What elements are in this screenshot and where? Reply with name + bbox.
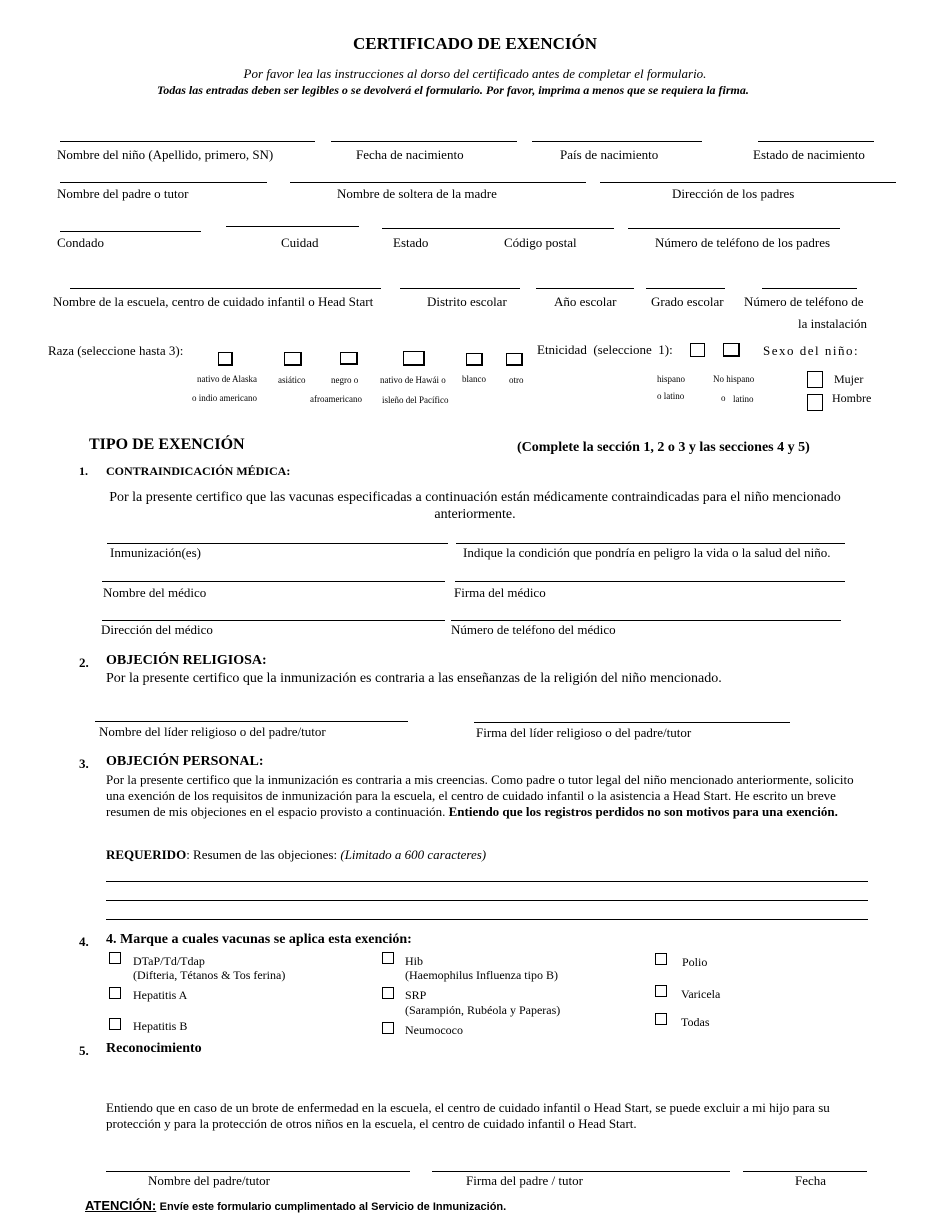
objection-line-1[interactable] — [106, 881, 868, 882]
instruction-line-2: Todas las entradas deben ser legibles o se devolverá el formulario. Por favor, imprima a menos que se requiera la firma. — [157, 83, 749, 97]
section2-title: OBJECIÓN RELIGIOSA: — [106, 653, 267, 668]
vaccine-checkbox-polio[interactable] — [655, 953, 667, 965]
race-hawaiian-label-2: isleño del Pacífico — [382, 395, 449, 405]
parent-name-label: Nombre del padre o tutor — [57, 186, 189, 201]
section3-text-body: Por la presente certifico que la inmunización es contraria a mis creencias. Como padre o tutor legal del niño mencionado anteriormente, solicito una exención de los requisitos de inmunización para la escuela, el centro de cuidado infantil o la asistencia a Head Start. He escrito un breve resumen de mis objeciones en el espacio provisto a continuación. — [106, 772, 854, 819]
parent-name-line[interactable] — [60, 182, 267, 183]
school-name-line[interactable] — [70, 288, 381, 289]
exemption-title: TIPO DE EXENCIÓN — [89, 436, 245, 453]
ethnicity-label: Etnicidad (seleccione 1): — [537, 342, 673, 357]
vaccine-checkbox-all[interactable] — [655, 1013, 667, 1025]
section1-text: Por la presente certifico que las vacunas especificadas a continuación están médicamente contraindicadas para el niño mencionado anteriormente. — [109, 490, 841, 522]
required-label: REQUERIDO — [106, 847, 187, 862]
attention-label: ATENCIÓN: — [85, 1198, 157, 1213]
mother-maiden-line[interactable] — [290, 182, 586, 183]
ethnicity-checkbox-hispanic[interactable] — [690, 343, 705, 357]
school-name-label: Nombre de la escuela, centro de cuidado infantil o Head Start — [53, 294, 374, 309]
birth-date-label: Fecha de nacimiento — [356, 147, 464, 162]
race-checkbox-white[interactable] — [466, 353, 483, 366]
date-line[interactable] — [743, 1171, 867, 1172]
hispanic-label-1: hispano — [657, 374, 685, 384]
leader-signature-line[interactable] — [474, 722, 790, 723]
facility-phone-label-1: Número de teléfono de — [744, 294, 864, 309]
school-year-label: Año escolar — [554, 294, 617, 309]
section2-text: Por la presente certifico que la inmunización es contraria a las enseñanzas de la religión del niño mencionado. — [106, 671, 722, 686]
sex-female-label: Mujer — [834, 372, 864, 386]
objection-line-3[interactable] — [106, 919, 868, 920]
facility-phone-line[interactable] — [762, 288, 857, 289]
required-summary — [106, 847, 486, 863]
race-checkbox-asian[interactable] — [284, 352, 302, 366]
race-label: Raza (seleccione hasta 3): — [48, 343, 184, 358]
section5-number: 5. — [79, 1043, 89, 1058]
doctor-name-line[interactable] — [102, 581, 445, 582]
vaccine-all-label: Todas — [681, 1015, 710, 1029]
vaccine-checkbox-hepa[interactable] — [109, 987, 121, 999]
objection-line-2[interactable] — [106, 900, 868, 901]
vaccine-hib-label: Hib — [405, 954, 423, 968]
race-hawaiian-label-1: nativo de Hawái o — [380, 375, 446, 385]
condition-line[interactable] — [456, 543, 845, 544]
parent-phone-line[interactable] — [628, 228, 840, 229]
date-label: Fecha — [795, 1173, 827, 1188]
section3-title: OBJECIÓN PERSONAL: — [106, 754, 264, 769]
section5-title: Reconocimiento — [106, 1041, 202, 1056]
birth-date-line[interactable] — [331, 141, 517, 142]
race-checkbox-black[interactable] — [340, 352, 358, 365]
leader-signature-label: Firma del líder religioso o del padre/tutor — [476, 725, 692, 740]
vaccine-dtap-label: DTaP/Td/Tdap — [133, 954, 205, 968]
county-line[interactable] — [60, 231, 201, 232]
race-checkbox-hawaiian[interactable] — [403, 351, 425, 366]
grade-line[interactable] — [646, 288, 725, 289]
footer — [85, 1198, 506, 1213]
parent-address-label: Dirección de los padres — [672, 186, 795, 201]
facility-phone-label-2: la instalación — [798, 316, 867, 331]
doctor-phone-line[interactable] — [451, 620, 841, 621]
section2-number: 2. — [79, 655, 89, 670]
vaccine-checkbox-hepb[interactable] — [109, 1018, 121, 1030]
vaccine-pneumococcal-label: Neumococo — [405, 1023, 463, 1037]
vaccine-varicela-label: Varicela — [681, 987, 721, 1001]
footer-text: Envíe este formulario cumplimentado al Servicio de Inmunización. — [159, 1201, 507, 1213]
exemption-note: (Complete la sección 1, 2 o 3 y las secciones 4 y 5) — [517, 440, 810, 455]
section4-number: 4. — [79, 934, 89, 949]
ethnicity-checkbox-non-hispanic[interactable] — [723, 343, 740, 357]
vaccine-checkbox-dtap[interactable] — [109, 952, 121, 964]
school-district-line[interactable] — [400, 288, 520, 289]
race-black-label-2: afroamericano — [310, 394, 362, 404]
vaccine-checkbox-hib[interactable] — [382, 952, 394, 964]
parent-phone-label: Número de teléfono de los padres — [655, 235, 831, 250]
parent-name-signature-label: Nombre del padre/tutor — [148, 1173, 271, 1188]
non-hispanic-label-1: No hispano — [713, 374, 755, 384]
race-asian-label: asiático — [278, 375, 306, 385]
leader-name-line[interactable] — [95, 721, 408, 722]
doctor-phone-label: Número de teléfono del médico — [451, 622, 616, 637]
vaccine-polio-label: Polio — [682, 955, 708, 969]
leader-name-label: Nombre del líder religioso o del padre/tutor — [99, 724, 326, 739]
condition-label: Indique la condición que pondría en peligro la vida o la salud del niño. — [463, 545, 831, 560]
section3-text-bold: Entiendo que los registros perdidos no son motivos para una exención. — [448, 804, 838, 819]
mother-maiden-label: Nombre de soltera de la madre — [337, 186, 497, 201]
race-checkbox-alaska[interactable] — [218, 352, 233, 366]
grade-label: Grado escolar — [651, 294, 724, 309]
race-checkbox-other[interactable] — [506, 353, 523, 366]
vaccine-checkbox-varicela[interactable] — [655, 985, 667, 997]
vaccine-hepb-label: Hepatitis B — [133, 1019, 188, 1033]
immunizations-line[interactable] — [107, 543, 448, 544]
doctor-address-line[interactable] — [102, 620, 445, 621]
race-alaska-label-2: o indio americano — [192, 393, 257, 403]
sex-male-label: Hombre — [832, 391, 872, 405]
non-hispanic-label-2: o — [721, 393, 726, 403]
birth-state-line[interactable] — [758, 141, 874, 142]
immunizations-label: Inmunización(es) — [110, 545, 201, 560]
birth-country-label: País de nacimiento — [560, 147, 659, 162]
required-limit: (Limitado a 600 caracteres) — [340, 847, 487, 862]
race-white-label: blanco — [462, 374, 486, 384]
zip-label: Código postal — [504, 235, 577, 250]
doctor-name-label: Nombre del médico — [103, 585, 207, 600]
doctor-signature-label: Firma del médico — [454, 585, 546, 600]
page-title: CERTIFICADO DE EXENCIÓN — [352, 34, 598, 53]
school-district-label: Distrito escolar — [427, 294, 507, 309]
vaccine-srp-label: SRP — [405, 988, 427, 1002]
race-alaska-label-1: nativo de Alaska — [197, 374, 257, 384]
school-year-line[interactable] — [536, 288, 634, 289]
race-other-label: otro — [509, 375, 524, 385]
sex-checkbox-female[interactable] — [807, 371, 823, 388]
parent-signature-label: Firma del padre / tutor — [466, 1173, 583, 1188]
state-label: Estado — [393, 235, 429, 250]
parent-name-signature-line[interactable] — [106, 1171, 410, 1172]
doctor-address-label: Dirección del médico — [101, 622, 213, 637]
parent-signature-line[interactable] — [432, 1171, 730, 1172]
child-name-line[interactable] — [60, 141, 315, 142]
hispanic-label-2: o latino — [657, 391, 685, 401]
non-hispanic-label-3: latino — [733, 394, 754, 404]
vaccine-checkbox-srp[interactable] — [382, 987, 394, 999]
required-text: : Resumen de las objeciones: — [186, 847, 341, 862]
vaccine-srp-detail: (Sarampión, Rubéola y Paperas) — [405, 1003, 561, 1017]
vaccine-checkbox-pneumococcal[interactable] — [382, 1022, 394, 1034]
county-label: Condado — [57, 235, 104, 250]
vaccine-hepa-label: Hepatitis A — [133, 988, 188, 1002]
section3-text — [106, 772, 866, 820]
section1-number: 1. — [79, 464, 88, 478]
birth-country-line[interactable] — [532, 141, 702, 142]
city-line[interactable] — [226, 226, 359, 227]
section3-number: 3. — [79, 756, 89, 771]
race-black-label-1: negro o — [331, 375, 359, 385]
sex-checkbox-male[interactable] — [807, 394, 823, 411]
state-zip-line[interactable] — [382, 228, 614, 229]
birth-state-label: Estado de nacimiento — [753, 147, 865, 162]
vaccine-dtap-detail: (Difteria, Tétanos & Tos ferina) — [133, 968, 286, 982]
doctor-signature-line[interactable] — [455, 581, 845, 582]
section5-text: Entiendo que en caso de un brote de enfermedad en la escuela, el centro de cuidado infantil o Head Start, se puede excluir a mi hijo para su protección y para la protección de otros niños en la escuela, el centro de cuidado infantil o Head Start. — [106, 1100, 830, 1131]
vaccine-hib-detail: (Haemophilus Influenza tipo B) — [405, 968, 558, 982]
instruction-line-1: Por favor lea las instrucciones al dorso del certificado antes de completar el formulario. — [243, 66, 707, 81]
child-name-label: Nombre del niño (Apellido, primero, SN) — [57, 147, 274, 162]
parent-address-line[interactable] — [600, 182, 896, 183]
section4-title: 4. Marque a cuales vacunas se aplica esta exención: — [106, 932, 412, 947]
sex-label: Sexo del niño: — [763, 343, 860, 358]
city-label: Cuidad — [281, 235, 319, 250]
section1-title: CONTRAINDICACIÓN MÉDICA: — [106, 464, 291, 478]
